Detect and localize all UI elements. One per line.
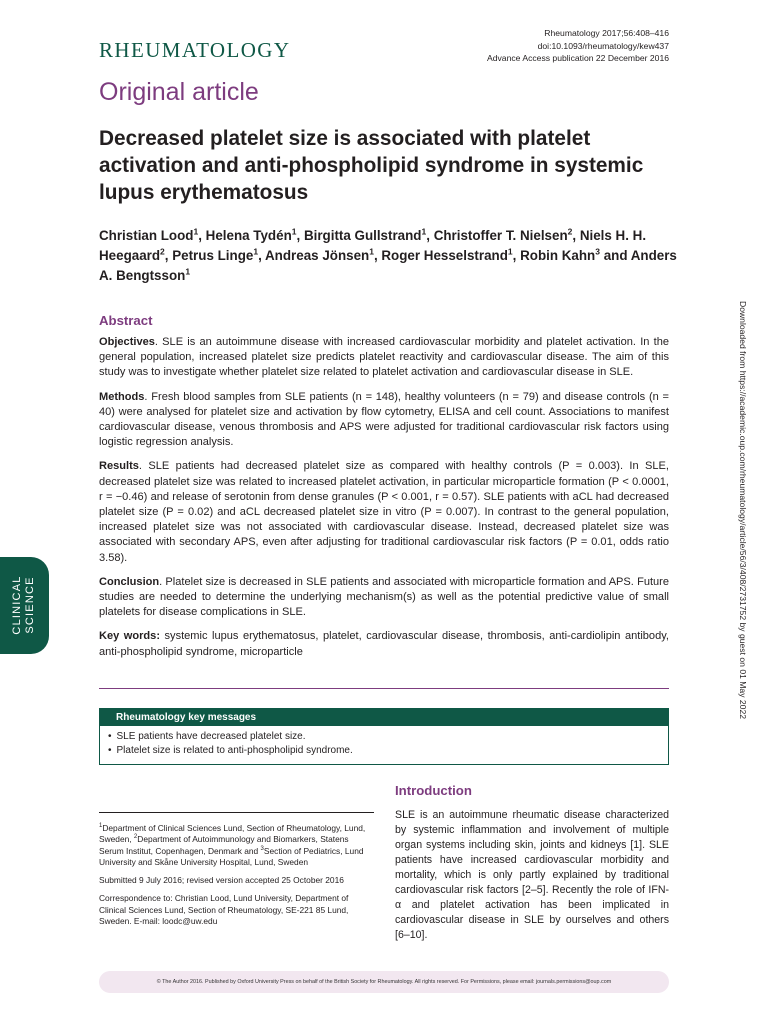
affiliation-text: Section of Pediatrics, Lund University and Skåne University Hospital, Lund, Sweden [99, 845, 364, 867]
author-affiliation-marker: 1 [507, 246, 513, 257]
author-name: Christian Lood [99, 228, 194, 243]
author-affiliation-marker: 1 [193, 226, 199, 237]
section-tab-label [11, 575, 37, 634]
key-messages-box [99, 708, 669, 765]
introduction-heading: Introduction [395, 783, 472, 798]
correspondence: Correspondence to: Christian Lood, Lund University, Department of Clinical Sciences Lund, Section of Rheumatology, SE-221 85 Lund, Sweden. E-mail: loodc@uw.edu [99, 893, 349, 927]
submission-dates: Submitted 9 July 2016; revised version accepted 25 October 2016 [99, 875, 344, 886]
abstract-methods [99, 390, 669, 451]
author-name: Birgitta Gullstrand [303, 228, 422, 243]
journal-logo: RHEUMATOLOGY [99, 38, 291, 62]
copyright-footer: © The Author 2016. Published by Oxford University Press on behalf of the British Society for Rheumatology. All rights reserved. For Permissions, please email: journals.permissions@oup.com [99, 971, 669, 993]
author-affiliation-marker: 2 [567, 226, 573, 237]
author-name: Robin Kahn [520, 248, 596, 263]
section-divider [99, 688, 669, 689]
abstract-heading: Abstract [99, 313, 153, 328]
results-label: Results [99, 460, 139, 473]
key-messages-heading: Rheumatology key messages [100, 709, 668, 726]
author-list: Christian Lood$^1$, Helena Tydén$^1$, Birgitta Gullstrand$^1$, Christoffer T. Nielsen$^2$, Niels H. H. Heegaard$^2$, Petrus Linge$^1$, Andreas Jönsen$^1$, Roger Hesselstrand$^1$, Robin Kahn$^3$ and Anders A. Bengtsson$^1$ [99, 226, 677, 283]
author-name: Andreas Jönsen [265, 248, 370, 263]
footnotes [99, 823, 367, 934]
affiliations [99, 823, 367, 868]
key-message-item: • SLE patients have decreased platelet size. [108, 730, 353, 744]
clinical-science-tab [0, 557, 49, 654]
download-notice: Downloaded from https://academic.oup.com/rheumatology/article/56/3/408/2731752 by guest on 01 May 2022 [738, 300, 748, 720]
author-name: Helena Tydén [205, 228, 292, 243]
aff-marker: 2 [133, 834, 138, 841]
abstract-objectives [99, 335, 669, 381]
abstract-results [99, 459, 669, 565]
key-message-item: • Platelet size is related to anti-phospholipid syndrome. [108, 744, 353, 758]
author-affiliation-marker: 1 [185, 266, 191, 277]
abstract-conclusion [99, 575, 669, 621]
introduction-text: SLE is an autoimmune rheumatic disease characterized by systemic inflammation and involvement of multiple organ systems including skin, joints and kidneys [1]. SLE patients have increased cardiovascular morbidity and mortality, which is only partly explained by traditional cardiovascular risk factors [2–5]. Recently the role of IFN-α and platelet activation has been implicated in cardiovascular disease in SLE by ourselves and others [6–10]. [395, 809, 669, 941]
conclusion-text: . Platelet size is decreased in SLE patients and associated with microparticle formation and APS. Future studies are needed to determine the underlying mechanism(s) as well as the potential predictive value of small platelets for disease complications in SLE. [99, 575, 669, 619]
author-affiliation-marker: 1 [253, 246, 259, 257]
key-messages-list [108, 730, 353, 758]
aff-marker: 1 [99, 823, 103, 830]
author-affiliation-marker: 1 [369, 246, 374, 257]
objectives-label: Objectives [99, 336, 155, 348]
author-name: Roger Hesselstrand [381, 248, 508, 263]
article-title: Decreased platelet size is associated with platelet activation and anti-phospholipid syndrome in systemic lupus erythematosus [99, 127, 644, 204]
aff-marker: 3 [260, 845, 264, 852]
conclusion-label: Conclusion [99, 575, 160, 588]
section-tab-line: CLINICAL [11, 575, 23, 635]
abstract-keywords [99, 629, 669, 659]
citation-doi: doi:10.1093/rheumatology/kew437 [537, 40, 669, 51]
objectives-text: . SLE is an autoimmune disease with increased cardiovascular morbidity and platelet activation. In the general population, increased platelet size predicts platelet reactivity and cardiovascular disease. The aim of this study was to investigate whether platelet size related to platelet activation and cardiovascular disease in SLE. [99, 336, 669, 379]
author-name: Anders A. Bengtsson [99, 248, 677, 283]
citation-volume: Rheumatology 2017;56:408–416 [544, 28, 669, 38]
author-affiliation-marker: 1 [291, 226, 297, 237]
citation-advance-access: Advance Access publication 22 December 2016 [486, 53, 669, 64]
results-text: . SLE patients had decreased platelet size as compared with healthy controls (P = 0.003). In SLE, decreased platelet size was related to increased platelet activation, in particular microparticle formation (P < 0.0001, r = −0.46) and release of serotonin from dense granules (P < 0.001, r = 0.57). SLE patients with aCL had decreased platelet size (P = 0.02) and aCL decreased platelet size in vitro (P = 0.007). In contrast to the general population, increased platelet size was not associated with cardiovascular disease. Instead, decreased platelet size was associated with secondary APS, even after adjusting for traditional cardiovascular risk factors (P = 0.01, odds ratio 3.58). [99, 460, 669, 564]
affiliation-text: Department of Autoimmunology and Biomarkers, Statens Serum Institut, Copenhagen, Denmark and [99, 834, 349, 856]
article-type: Original article [99, 78, 259, 106]
methods-text: . Fresh blood samples from SLE patients (n = 148), healthy volunteers (n = 79) and disease controls (n = 40) were analysed for platelet size and activation by flow cytometry, ELISA and cell count. Associations to manifest cardiovascular disease, venous thrombosis and APS were adjusted for traditional cardiovascular risk factors using logistic regression analysis. [99, 390, 669, 449]
keywords-text: systemic lupus erythematosus, platelet, cardiovascular disease, thrombosis, anti-cardiolipin antibody, anti-phospholipid syndrome, microparticle [99, 630, 669, 658]
author-name: Christoffer T. Nielsen [433, 228, 568, 243]
footnote-rule [99, 812, 374, 813]
citation-block [487, 27, 669, 65]
author-affiliation-marker: 2 [160, 246, 165, 257]
affiliation-text: Department of Clinical Sciences Lund, Section of Rheumatology, Lund, Sweden, [99, 823, 366, 845]
author-name: Petrus Linge [172, 248, 254, 263]
author-name: Niels H. H. Heegaard [99, 228, 647, 263]
author-affiliation-marker: 1 [421, 226, 427, 237]
keywords-label: Key words: [99, 630, 160, 643]
author-affiliation-marker: 3 [595, 246, 600, 257]
abstract-body [99, 335, 669, 669]
methods-label: Methods [99, 390, 145, 403]
section-tab-line: SCIENCE [24, 576, 36, 634]
